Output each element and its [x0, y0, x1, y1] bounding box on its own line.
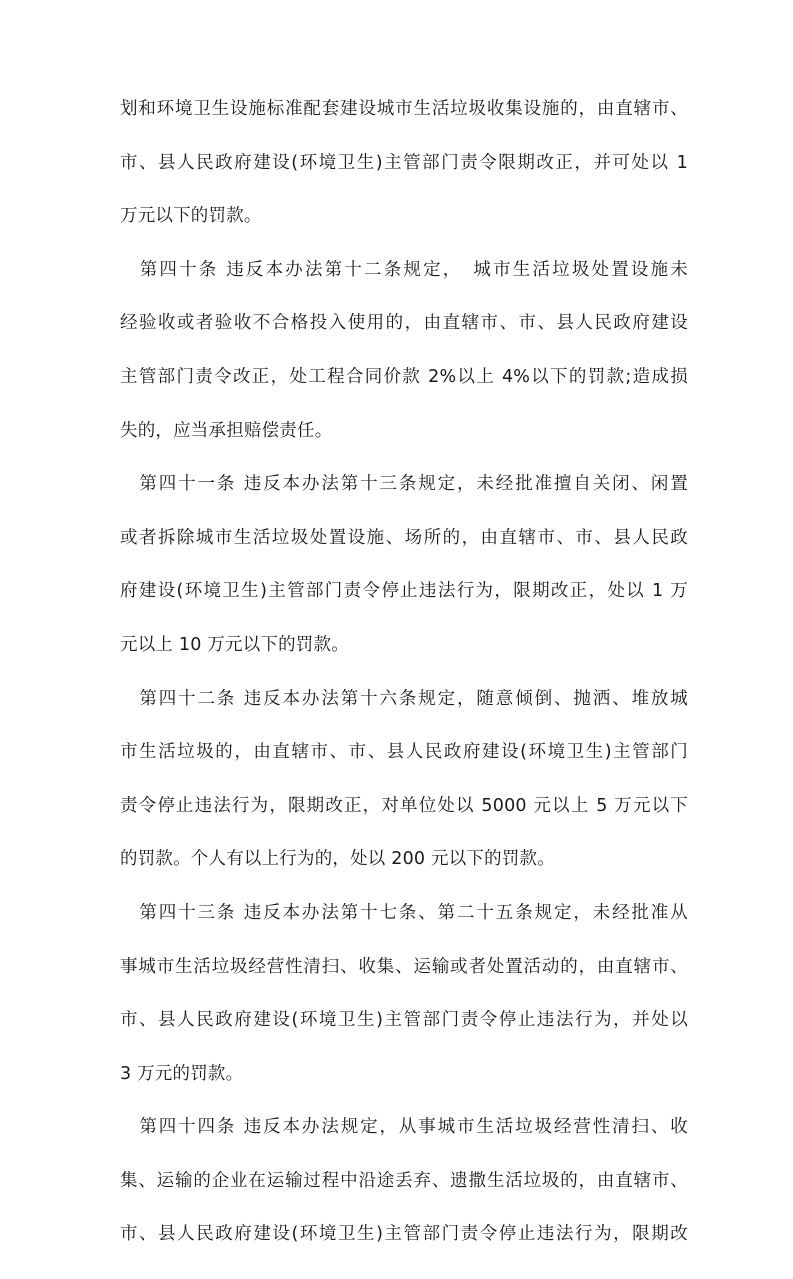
- text-line: 3 万元的罚款。: [120, 1063, 244, 1084]
- text-line: 或者拆除城市生活垃圾处置设施、场所的，由直辖市、市、县人民政: [120, 527, 688, 548]
- article-43-start: 第四十三条 违反本办法第十七条、第二十五条规定，未经批准从: [120, 902, 688, 923]
- text-line: 的罚款。个人有以上行为的，处以 200 元以下的罚款。: [120, 849, 555, 870]
- article-40-start: 第四十条 违反本办法第十二条规定， 城市生活垃圾处置设施未: [120, 259, 688, 280]
- article-41-start: 第四十一条 违反本办法第十三条规定，未经批准擅自关闭、闲置: [120, 474, 688, 495]
- text-line: 万元以下的罚款。: [120, 206, 262, 227]
- text-line: 市、县人民政府建设(环境卫生)主管部门责令限期改正，并可处以 1: [120, 152, 688, 173]
- text-line: 元以上 10 万元以下的罚款。: [120, 634, 349, 655]
- text-line: 府建设(环境卫生)主管部门责令停止违法行为，限期改正，处以 1 万: [120, 581, 688, 602]
- text-line: 经验收或者验收不合格投入使用的，由直辖市、市、县人民政府建设: [120, 313, 688, 334]
- article-44-start: 第四十四条 违反本办法规定，从事城市生活垃圾经营性清扫、收: [120, 1117, 688, 1138]
- text-line: 责令停止违法行为，限期改正，对单位处以 5000 元以上 5 万元以下: [120, 795, 688, 816]
- text-line: 划和环境卫生设施标准配套建设城市生活垃圾收集设施的，由直辖市、: [120, 99, 688, 119]
- text-line: 事城市生活垃圾经营性清扫、收集、运输或者处置活动的，由直辖市、: [120, 956, 688, 977]
- text-line: 主管部门责令改正，处工程合同价款 2%以上 4%以下的罚款;造成损: [120, 366, 688, 387]
- text-line: 市、县人民政府建设(环境卫生)主管部门责令停止违法行为，限期改: [120, 1224, 688, 1245]
- text-line: 市、县人民政府建设(环境卫生)主管部门责令停止违法行为，并处以: [120, 1010, 688, 1031]
- document-body: [120, 100, 688, 1279]
- text-line: 集、运输的企业在运输过程中沿途丢弃、遗撒生活垃圾的，由直辖市、: [120, 1170, 688, 1191]
- article-42-start: 第四十二条 违反本办法第十六条规定，随意倾倒、抛洒、堆放城: [120, 688, 688, 709]
- text-line: 失的，应当承担赔偿责任。: [120, 420, 333, 441]
- text-line: 市生活垃圾的，由直辖市、市、县人民政府建设(环境卫生)主管部门: [120, 742, 688, 763]
